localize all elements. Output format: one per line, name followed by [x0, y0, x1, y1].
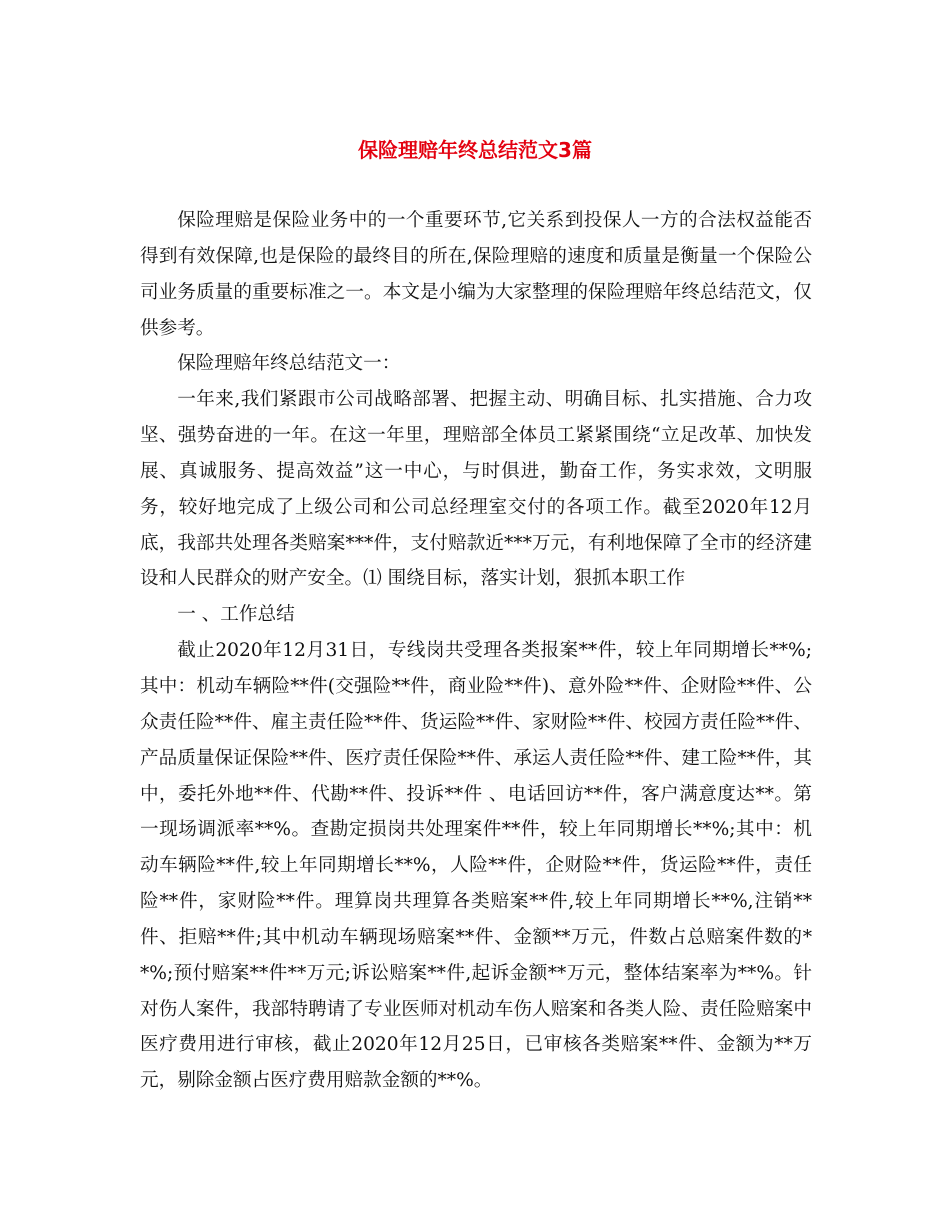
document-body [140, 203, 812, 1099]
statistics-paragraph: 截止2020年12月31日，专线岗共受理各类报案**件，较上年同期增长**%;其中：机动车辆险**件(交强险**件，商业险**件)、意外险**件、企财险**件、公众责任险**件、雇主责任险**件、货运险**件、家财险**件、校园方责任险**件、产品质量保证保险**件、医疗责任保险**件、承运人责任险**件、建工险**件，其中，委托外地**件、代勘**件、投诉**件 、电话回访**件，客户满意度达**。第一现场调派率**%。查勘定损岗共处理案件**件，较上年同期增长**%;其中：机动车辆险**件,较上年同期增长**%，人险**件，企财险**件，货运险**件，责任险**件，家财险**件。理算岗共理算各类赔案**件,较上年同期增长**%,注销**件、拒赔**件;其中机动车辆现场赔案**件、金额**万元，件数占总赔案件数的**%;预付赔案**件**万元;诉讼赔案**件,起诉金额**万元，整体结案率为**%。针对伤人案件，我部特聘请了专业医师对机动车伤人赔案和各类人险、责任险赔案中医疗费用进行审核，截止2020年12月25日，已审核各类赔案**件、金额为**万元，剔除金额占医疗费用赔款金额的**%。 [140, 640, 812, 1092]
intro-paragraph: 保险理赔是保险业务中的一个重要环节,它关系到投保人一方的合法权益能否得到有效保障,也是保险的最终目的所在,保险理赔的速度和质量是衡量一个保险公司业务质量的重要标准之一。本文是小编为大家整理的保险理赔年终总结范文，仅供参考。 [140, 210, 812, 339]
section-heading-work-summary: 一 、工作总结 [177, 604, 295, 626]
summary-paragraph: 一年来,我们紧跟市公司战略部署、把握主动、明确目标、扎实措施、合力攻坚、强势奋进的一年。在这一年里，理赔部全体员工紧紧围绕“立足改革、加快发展、真诚服务、提高效益”这一中心，与时俱进，勤奋工作，务实求效，文明服务，较好地完成了上级公司和公司总经理室交付的各项工作。截至2020年12月底，我部共处理各类赔案***件，支付赔款近***万元，有利地保障了全市的经济建设和人民群众的财产安全。⑴ 围绕目标，落实计划，狠抓本职工作 [140, 389, 812, 590]
section-heading-sample-one: 保险理赔年终总结范文一： [177, 353, 401, 375]
document-title: 保险理赔年终总结范文3篇 [358, 138, 592, 162]
